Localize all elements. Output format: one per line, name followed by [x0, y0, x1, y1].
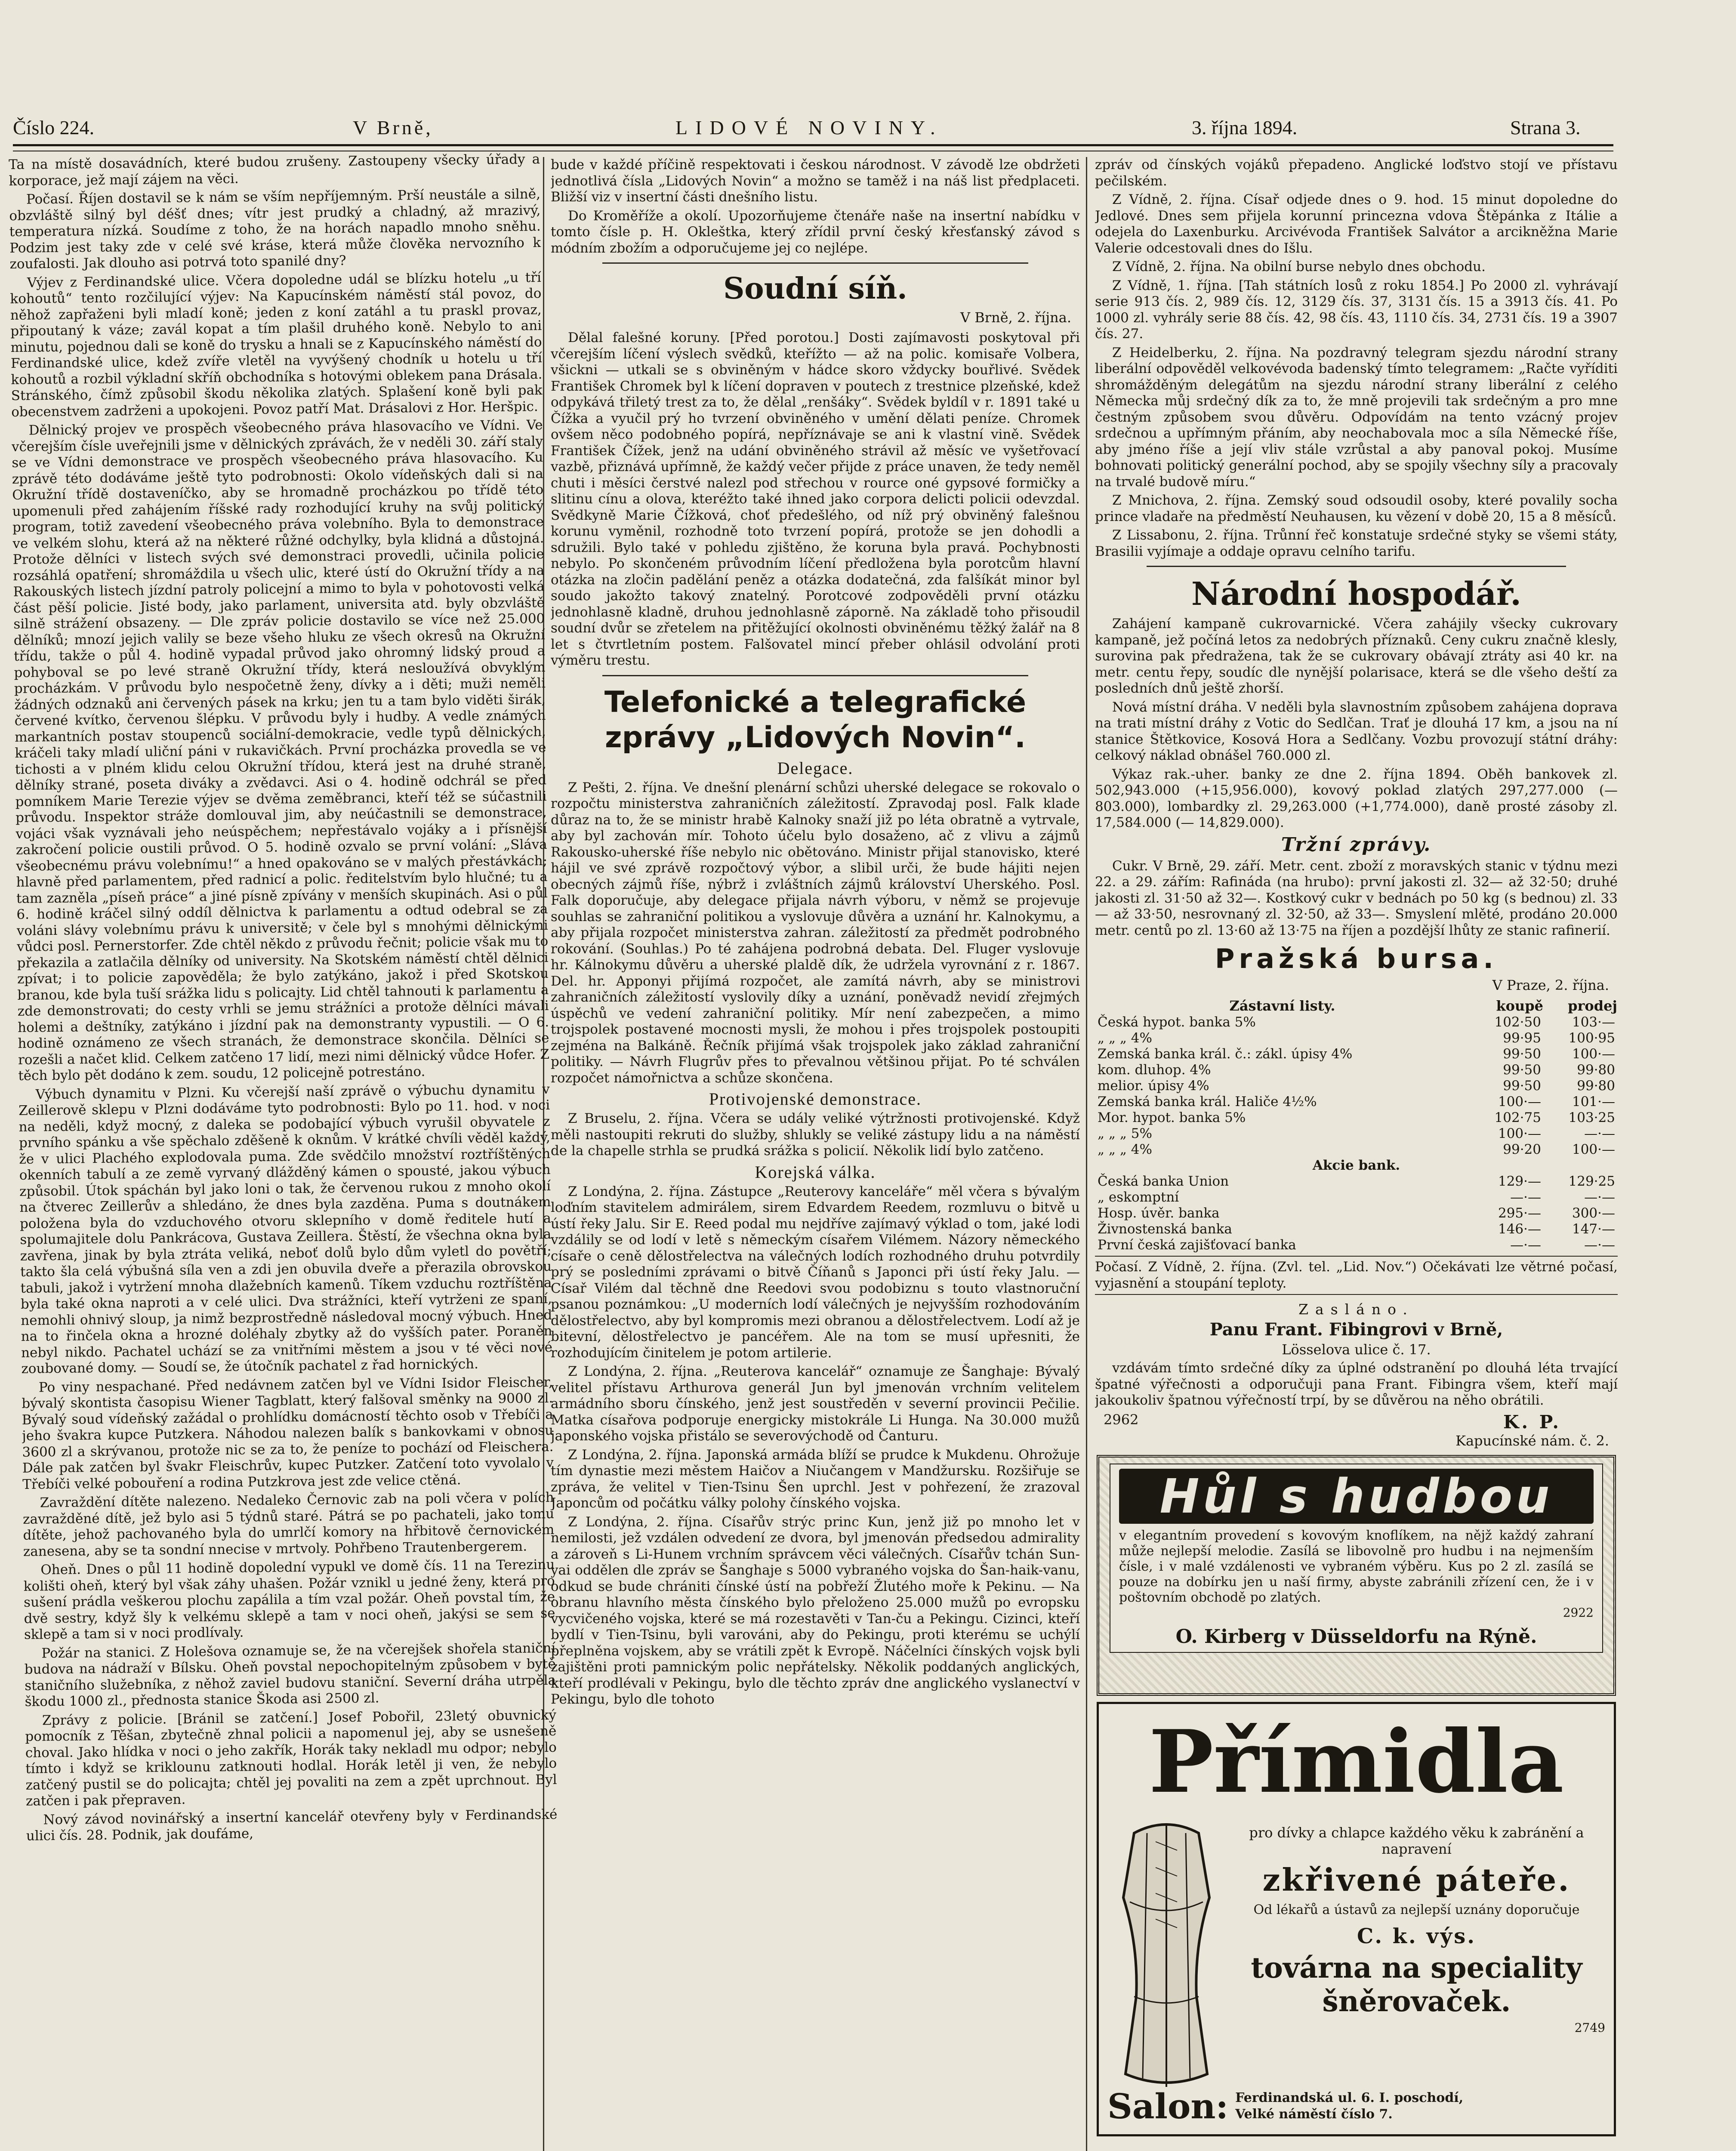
article-paragraph: Z Londýna, 2. října. Zástupce „Reuterovy kanceláře“ měl včera s bývalým loďním stavitelem admirálem, sirem Edvardem Reedem, rozmluvu o bitvě u ústí řeky Jalu. Sir E. Reed podal mu nejdříve zajímavý výklad o tom, jaké lodi vzdálily se od lodí v letě s německým císařem Vilémem. Názory německého císaře o ceně dělostřelectva na válečných lodích rozhodného druhu potvrdily prý se posledními zprávami o bitvě Číňanů s Japonci při ústí řeky Jalu. — Císař Vilém dal těchně dne Reedovi svou podobiznu s touto vlastnoruční psanou poznámkou: „U moderních lodí válečných je nejvyšším rozhodováním dělostřelectvo, aby byl kompromis mezi obranou a dělostřelectvem. Lodí až je bitevní, dělostřelectvo je pancéřem. Ale na tom se musí upřesniti, že rozhodujícím činitelem je potom artilerie. — [551, 1183, 1080, 1361]
table-row — [1095, 1030, 1618, 1046]
section-rule — [1095, 1294, 1618, 1295]
ad-line: zkřivené páteře. — [1262, 1861, 1571, 1898]
buy-price: 129·— — [1498, 1174, 1541, 1189]
ad-firm: O. Kirberg v Düsseldorfu na Rýně. — [1175, 1625, 1537, 1648]
sell-price: 101·— — [1572, 1094, 1615, 1109]
advertisement-corsets — [1097, 1702, 1616, 2136]
column-court-and-telegraph — [551, 157, 1080, 2151]
ad-logo: Hůl s hudbou — [1119, 1469, 1594, 1524]
article-paragraph: Cukr. V Brně, 29. září. Metr. cent. zboží z moravských stanic v týdnu mezi 22. a 29. zářím: Rafináda (na hrubo): první jakosti zl. 32— až 32·50; druhé jakosti zl. 31·50 až 32—. Kostkový cukr v bednách po 50 kg (s bednou) zl. 33— až 33·50, nesrovnaný zl. 32·50, až 33—. Smyslení mlěté, prodáno 20.000 metr. centů po zl. 13·60 až 13·75 na říjen a pozdější lhůty ze stanic rafinerií. — [1095, 858, 1618, 938]
article-paragraph: Z Heidelberku, 2. října. Na pozdravný telegram sjezdu národní strany liberální odpověděl velkovévoda badenský tímto telegramem: „Račte vyříditi shromážděným delegátům na sjezdu národní strany liberální z celého Německa můj srdečný dík za to, že mně projevili tak srdečným a pro mne čestným způsobem svou důvěru. Odpovídám na tento vzácný projev srdečnou a upřímným přáním, aby neochabovala moc a síla Německé říše, aby jméno říše a její vliv stále vzrůstal a aby panoval pokoj. Musíme bohnovati politický generální pochod, aby se spojily všechny síly a pracovaly na trvalé budově míru.“ — [1095, 345, 1618, 490]
court-dateline: V Brně, 2. října. — [960, 309, 1071, 326]
security-name: kom. dluhop. 4% — [1098, 1062, 1211, 1078]
article-paragraph: Z Vídně, 2. října. Císař odjede dnes o 9. hod. 15 minut dopoledne do Jedlové. Dnes sem přijela korunní princezna vdova Štěpánka z Itálie a odejela do Laxenburku. Arcivévoda František Salvátor a arcikněžna Marie Valerie odcestovali dnes do Išlu. — [1095, 192, 1618, 256]
security-name: Česká hypot. banka 5% — [1098, 1014, 1256, 1030]
security-name: Česká banka Union — [1098, 1174, 1229, 1189]
table-row — [1095, 1014, 1618, 1030]
section-separator — [1147, 566, 1566, 567]
buy-price: 102·75 — [1494, 1110, 1541, 1125]
sell-price: 100·— — [1572, 1142, 1615, 1157]
buy-price: —·— — [1510, 1190, 1541, 1205]
corset-illustration-icon — [1108, 1816, 1224, 2091]
buy-price: 102·50 — [1494, 1014, 1541, 1030]
security-name: Zemská banka král. Haliče 4½% — [1098, 1094, 1317, 1109]
table-row — [1095, 1237, 1618, 1253]
table-row — [1095, 1221, 1618, 1237]
table-row — [1095, 1110, 1618, 1126]
bourse-dateline: V Praze, 2. října. — [1492, 977, 1609, 993]
ad-headline: Přímidla — [1149, 1711, 1564, 1812]
table-rule — [1095, 1256, 1618, 1257]
market-reports-title: Tržní zprávy. — [1281, 833, 1432, 856]
zaslano-body: vzdávám tímto srdečné díky za úplné odstranění po dlouhá léta trvající špatné výřečnosti a odporučuji pana Frant. Fibingra všem, kteří mají jakoukoliv špatnou výřečností trpí, by se důvěrou na něho obrátili. — [1095, 1360, 1618, 1408]
sell-price: 147·— — [1572, 1221, 1615, 1237]
sell-price: —·— — [1584, 1237, 1615, 1253]
buy-price: 99·20 — [1503, 1142, 1541, 1157]
zaslano-signature: K. P. — [1503, 1411, 1562, 1433]
security-name: „ „ „ 4% — [1098, 1142, 1152, 1157]
article-paragraph: Z Mnichova, 2. října. Zemský soud odsoudil osoby, které povalily socha prince vladaře na předměstí Neuhausen, ku vězení v době 20, 15 a 8 měsíců. — [1095, 493, 1618, 524]
column-local-news — [9, 151, 564, 2151]
article-paragraph: bude v každé příčině respektovati i českou národnost. V závodě lze obdržeti jednotlivá čísla „Lidových Novin“ a možno se taměž i na náš list předplaceti. Bližší viz v insertní části dnešního listu. — [551, 157, 1080, 205]
bourse-header-buy: koupě — [1496, 998, 1543, 1014]
article-paragraph: Nový závod novinářský a insertní kancelář otevřeny byly v Ferdinandské ulici čís. 28. Podnik, jak doufáme, — [26, 1806, 558, 1844]
table-row — [1095, 1078, 1618, 1094]
salon-label: Salon: — [1107, 2086, 1229, 2126]
zaslano-street: Lösselova ulice č. 17. — [1282, 1341, 1431, 1358]
article-paragraph: Do Kroměříže a okolí. Upozorňujeme čtenáře naše na insertní nabídku v tomto čísle p. H. Okleštka, který zřídil první český křesťanský závod s módním zbožím a odporučujeme jej co nejlépe. — [551, 208, 1080, 256]
ad-line: Od lékařů a ústavů za nejlepší uznány doporučuje — [1253, 1902, 1580, 1917]
zaslano-number: 2962 — [1104, 1411, 1139, 1428]
table-row — [1095, 1205, 1618, 1221]
issue-number: Číslo 224. — [13, 117, 95, 139]
buy-price: 99·50 — [1503, 1046, 1541, 1062]
ad-line: C. k. výs. — [1357, 1924, 1476, 1948]
article-paragraph: Výkaz rak.-uher. banky ze dne 2. října 1894. Oběh bankovek zl. 502,943.000 (+15,956.000), kovový poklad zlatých 297,277.000 (— 803.000), lombardky zl. 29,263.000 (+1,774.000), daně prosté zásoby zl. 17,584.000 (— 14,829.000). — [1095, 766, 1618, 830]
buy-price: —·— — [1510, 1237, 1541, 1253]
running-head — [13, 108, 1613, 155]
article-paragraph: Dělnický projev ve prospěch všeobecného práva hlasovacího ve Vídni. Ve včerejším čísle uveřejnili jsme v dělnických zprávách, že v neděli 30. září staly se ve Vídni demonstrace ve prospěch všeobecného práva hlasovacího. Ku zprávě této dodáváme ještě tyto podrobnosti: Okolo vídeňských dali si na Okružní třídě dostaveníčko, aby se hromadně procházkou po třídě této upomenuli před zahájením říšské rady rozhodující kruhy na svůj politický program, totiž zavedení všeobecného práva volebního. Byla to demonstrace ve velkém slohu, která až na některé růžné odchylky, byla klidná a důstojná. Protože dělníci v listech svých své demonstraci provedli, učinila policie rozsáhlá opatření; shromáždila u všech ulic, které ústí do Okružní třídy a na Rakouských listech jízdní patroly policejní a mimo to byla v pohotovosti velká část pěší policie. Jisté body, jako parlament, universita atd. byly obzvláště silně strážení obsazeny. — Dle zpráv policie dostavilo se více než 25.000 dělníků; mnozí jejich valily se beze všeho hluku ze všech okresů na Okružní třídu, takže o půl 4. hodině vypadal průvod jako ohromný lidský proud a pohyboval se po levé straně Okružní třídy, která nesloužívá obvyklým procházkám. V průvodu bylo nespočetně ženy, dívky a i děti; muži neměli žádných odznaků ani červených pásek na krku; jen tu a tam bylo viděti širák, červené kvítko, červenou šlépku. V průvodu byly i hudby. A vedle známých markantních postav stoupenců sociální-demokracie, vedle typů dělnických, kráčeli taky mladí uliční páni v rukavičkách. První procházka provedla se ve tichosti a v plném klidu celou Okružní třídou, která jest na druhé straně, dělníky strané, poseta diváky a zvědavci. Asi o 4. hodině odchrál se před pomníkem Marie Terezie výjev se dvěma zeměbranci, kteří též se súčastnili průvodu. Inspektor stráže domlouval jim, aby neúčastnili se demonstrace, vojáci však vyznávali jeho neúspěchem; nepřestávalo vojáky a i přísnější zakročení policie oustili průvod. O 5. hodině ozvalo se první volání: „Sláva všeobecnému právu volebnímu!“ a hned opakováno se v malých přestávkách; hlavně před parlamentem, před radnicí a polic. ředitelstvím bylo hlučné; tu a tam zazněla „píseň práce“ a jiné písně zpívány v menších skupinách. Asi o půl 6. hodině kráčel silný oddíl dělnictva k parlamentu a odtud odebral se za voláni slávy volebnímu právu k universitě; v čele byl s mnohými dělnickými vůdci posl. Pernerstorfer. Zde chtěl někdo z průvodu řečnit; policie však mu to překazila a zatlačila dělníky od university. Na Skotském náměstí chtěl dělnici zpívat; i to policie zapověděla; že bylo zatýkáno, jakož i před Skotskou branou, kde byla tuší srážka lidu s policajty. Lid chtěl tahnouti k parlamentu a zde demonstrovati; do cesty vrhli se jemu strážníci a protože dělníci mávali holemi a deštníky, zatýkáno i jízdní pak na demonstranty vypustili. — O 6. hodině oznámeno ze všech stranách, že demonstrace skončila. Dělníci se rozešli a načet klid. Celkem zatčeno 17 lidí, mezi nimi dělnický vůdce Hofer. Z těch bylo pět dodáno k zem. soudu, 12 policejně potrestáno. — [11, 417, 550, 1084]
security-name: „ „ „ 5% — [1098, 1126, 1152, 1141]
security-name: „ „ „ 4% — [1098, 1030, 1152, 1046]
article-paragraph: Z Vídně, 2. října. Na obilní burse nebylo dnes obchodu. — [1112, 259, 1486, 274]
bourse-title: Pražská bursa. — [1215, 943, 1498, 974]
masthead-title: LIDOVÉ NOVINY. — [675, 117, 943, 139]
article-paragraph: Z Londýna, 2. října. Císařův strýc princ Kun, jenž již po mnoho let v nemilosti, jež vzdálen odvedení ze dvora, byl jmenován předsedou admirality a zároveň s Li-Hunem vrchním správcem věci válečných. Císařův tchán Sun-yai oddělen dle zpráv se Šanghaje s 5000 vybraného vojska do Šan-haik-vanu, odkud se bude chrániti čínské ústí na pobřeží Žlutého moře k Pekinu. — Na obranu hlavního města čínského bylo přeloženo 25.000 mužů po evropsku vycvičeného vojska, které se má rozestavěti v Tan-ču a Pekingu. Cizinci, kteří bydlí v Tien-Tsinu, byli varováni, aby do Pekingu, proti kterému se uchýlí přeplněna vojskem, aby se vrátili zpět k Evropě. Náčelníci čínských vojsk byli zajištěni proti pamnickým polic nepřátelsky. Několik poddaných anglických, kteří prodlévali v Pekingu, bylo dle těchto zpráv dne anglického vyslanectví v Pekingu, bylo dle tohoto — [551, 1514, 1080, 1707]
security-name: Zemská banka král. č.: zákl. úpisy 4% — [1098, 1046, 1353, 1062]
security-name: melior. úpisy 4% — [1098, 1078, 1209, 1094]
sell-price: 129·25 — [1568, 1174, 1615, 1189]
article-paragraph: Dělal falešné koruny. [Před porotou.] Dosti zajímavosti poskytoval při včerejším líčení výslech svědků, kteřížto — až na polic. komisaře Volbera, všickni — utkali se s obviněným v hádce skoro vždycky bouřlivé. Svědek František Chromek byl k líčení dopraven v poutech z trestnice plzeňské, kdež odpykává třiletý trest za to, že dělal „renšáky“. Svědek byldíl v r. 1891 také u Čížka a vyučil prý ho tvrzení obviněného v umění dělati peníze. Chromek ovšem něco podobného popírá, nepříznávaje se ani k vlastní vině. Svědek František Čížek, jenž na udání obviněného strávil až měsíc ve vyšetřovací vazbě, přiznává upřímně, že každý večer přijde z práce unaven, že tedy neměl chuti i měsíci čerstvé nalezl pod střechou v rource oné gypsové formičky a slitinu cínu a olova, kteréžto také ihned jako corpora delicti policii odevzdal. Svědkyně Marie Čížková, choť předešlého, od níž prý obviněný falešnou korunu vyměnil, rozhodně toto tvrzení popírá, protože se jen dohodli a sdružili. Bylo také v pohledu zjištěno, že koruna byla pravá. Pochybnosti nebylo. Po skončeném průvodním líčení předložena byla porotcům hlavní otázka na zločin padělání peněz a otázka dodatečná, zda falšíkát minor byl soudo jakožto takový znatelný. Porotcové zodpověděli první otázku jednohlasně kladně, druhou jednohlasně záporně. Na základě toho přisoudil soudní dvůr se zřetelem na přitěžující okolnosti obviněnému těžký žalář na 8 let s čtvrtletním postem. Falšovatel mincí přeber ohlásil odvolání proti výměru trestu. — [551, 330, 1080, 668]
section-separator — [602, 262, 1028, 264]
security-name: První česká zajišťovací banka — [1098, 1237, 1296, 1253]
column-divider — [1086, 157, 1087, 2151]
section-separator — [602, 675, 1028, 676]
zaslano-signature-address: Kapucínské nám. č. 2. — [1455, 1432, 1609, 1449]
economy-section-title: Národní hospodář. — [1191, 576, 1521, 613]
table-row — [1095, 1046, 1618, 1062]
article-paragraph: Nová místní dráha. V neděli byla slavnostním způsobem zahájena doprava na trati místní dráhy z Votic do Sedlčan. Trať je dlouhá 17 km, a jsou na ní stanice Štětkovice, Kosová Hora a Sedlčany. Vozbu provozují státní dráhy: celkový náklad obnášel 760.000 zl. — [1095, 699, 1618, 763]
bourse-header-paper: Zástavní listy. — [1229, 998, 1335, 1014]
table-row — [1095, 1062, 1618, 1078]
article-paragraph: Požár na stanici. Z Holešova oznamuje se, že na včerejšek shořela staniční budova na nádraží v Bílsku. Oheň povstal nepochopitelným způsobem v bytě staničního služebníka, z něhož zaviel budovu staniční. Severní dráha utrpěla škodu 1000 zl., přednosta stanice Škoda asi 2500 zl. — [24, 1640, 556, 1710]
subsection-title: Korejská válka. — [755, 1162, 876, 1182]
sell-price: 300·— — [1572, 1205, 1615, 1221]
table-row — [1095, 1190, 1618, 1205]
article-paragraph: Oheň. Dnes o půl 11 hodině dopolední vypukl ve domě čís. 11 na Terezinu kolišti oheň, který byl však záhy uhašen. Požár vznikl u jedné ženy, která pro sušení prádla veškerou plochu zapálila a tím vzal požár. Oheň povstal tím, že dvě sestry, když šly k velkému sklepě a tam v noci oheň, jakýsi se sem se sklepě a tam si v noci prodlívaly. — [23, 1556, 555, 1643]
article-paragraph: Po viny nespachané. Před nedávnem zatčen byl ve Vídni Isidor Fleischer, bývalý skontista časopisu Wiener Tagblatt, který falšoval směnky na 9000 zl. Bývalý soud vídeňský zažádal o prohlídku domácností těchto osob v Třebíči a jeho švakra kupce Putzkera. Náhodou nalezen balík s bankovkami v obnosu 3600 zl a skrývanou, protože nic se za to, že peníze to pochází od Fleischera. Dále pak zatčen byl švakr Fleischrův, kupec Putzker. Zatčení toto vyvolalo v Třebíči velké pobouření a rodina Putzkrova jest zde velice ctěná. — [22, 1374, 554, 1492]
ad-number: 2922 — [1563, 1605, 1594, 1620]
telegraph-section-title: Telefonické a telegrafické zprávy „Lidových Novin“. — [604, 685, 1027, 755]
table-row — [1095, 1094, 1618, 1110]
buy-price: 99·50 — [1503, 1062, 1541, 1078]
security-name: Živnostenská banka — [1098, 1221, 1232, 1237]
ad-line: továrna na speciality šněrovaček. — [1251, 1951, 1582, 2018]
advertisement-musical-cane — [1097, 1455, 1616, 1696]
security-name: Mor. hypot. banka 5% — [1098, 1110, 1246, 1125]
salon-address: Ferdinandská ul. 6. I. poschodí, — [1235, 2090, 1464, 2105]
sell-price: 103·25 — [1568, 1110, 1615, 1125]
article-paragraph: Zahájení kampaně cukrovarnické. Včera zahájily všecky cukrovary kampaně, jež počíná letos za nedobrých příznaků. Ceny cukru značně klesly, surovina pak předražena, tak že se cukrovary obávají ztráty asi 40 kr. na metr. centu řepy, soudíc dle nynější polarisace, která se dle všeho deští za posledních dnů ještě zhorší. — [1095, 616, 1618, 696]
sell-price: 100·— — [1572, 1046, 1615, 1062]
sell-price: —·— — [1584, 1190, 1615, 1205]
article-paragraph: Výjev z Ferdinandské ulice. Včera dopoledne udál se blízku hotelu „u tří kohoutů“ tento rozčilující výjev: Na Kapucínském náměstí stál povoz, do něhož zapřaženi byli mladí koně; jeden z koní zatáhl a tu praskl provaz, připoutaný k váze; zavál kopat a tím plašil druhého koně. Nebylo to ani minutu, pojednou dali se koně do trysku a hnali se z Kapucínského náměstí do Ferdinandské ulice, kdež zvíře vletěl na vyvýšený chodník u hotelu u tří kohoutů a rozbil výkladní skříň obchodníka s hotovými oblekem pana Drásala. Stránského, čímž způsobil škodu několika zlatých. Splašení koně byli pak obecenstvem zadrženi a upokojeni. Povoz patří Mat. Drásalovi z Hor. Heršpic. — [10, 269, 543, 420]
ad-number: 2749 — [1574, 2020, 1605, 2035]
sell-price: 99·80 — [1577, 1062, 1615, 1078]
sell-price: —·— — [1584, 1126, 1615, 1141]
weather-note: Počasí. Z Vídně, 2. října. (Zvl. tel. „Lid. Nov.“) Očekávati lze větrné počasí, vyjasnění a stoupání teploty. — [1095, 1259, 1618, 1291]
article-paragraph: Počasí. Říjen dostavil se k nám se vším nepříjemným. Prší neustále a silně, obzvláště silný byl déšť dnes; vítr jest prudký a chladný, až mrazivý, temperatura nízká. Soudíme z toho, že na horách napadlo mnoho sněhu. Podzim jest taky zde v celé své kráse, která může člověka nervozního k zoufalosti. Jak dlouho asi potrvá toto spanilé dny? — [9, 186, 541, 272]
article-paragraph: Z Londýna, 2. října. Japonská armáda blíží se prudce k Mukdenu. Ohrožuje tím dynastie mezi městem Haičov a Niučangem v Mandžursku. Rozšiřuje se zpráva, že velitel v Tien-Tsinu Šen uprchl. Jest v pohřezení, že zrazoval Japoncům od počátku války polohy čínského vojska. — [551, 1447, 1080, 1511]
buy-price: 100·— — [1498, 1126, 1541, 1141]
zaslano-addressee: Panu Frant. Fibingrovi v Brně, — [1209, 1319, 1503, 1340]
issue-date: 3. října 1894. — [1192, 117, 1298, 139]
ad-body — [1228, 1824, 1605, 2035]
article-paragraph: zpráv od čínských vojáků přepadeno. Anglické loďstvo stojí ve přístavu pečilském. — [1095, 157, 1618, 189]
article-paragraph: Z Bruselu, 2. října. Včera se udály veliké výtržnosti protivojenské. Když měli nastoupiti rekruti do služby, shlukly se veliké zástupy lidu a na náměstí de la chapelle strhla se prudká srážka s policií. Několik lidí bylo zatčeno. — [551, 1111, 1080, 1159]
bourse-table — [1095, 998, 1618, 1253]
article-paragraph: Z Pešti, 2. října. Ve dnešní plenární schůzi uherské delegace se rokovalo o rozpočtu ministerstva zahraničních záležitostí. Zpravodaj posl. Falk klade důraz na to, že se ministr hrabě Kalnoky snaží již po léta obratně a vytrvale, aby byl zachován mír. Tohoto účelu bylo dosaženo, ač z vlivu a zájmů Rakousko-uherské říše nebylo nic obětováno. Ministr přijal stanovisko, které hájil ve své zprávě rozpočtový výbor, a slibil urči, že bude hájiti nejen obecných zájmů říše, nýbrž i zvláštních zájmů království Uherského. Posl. Falk doporučuje, aby delegace přijala návrh výboru, v němž se projevuje souhlas se zahraniční politikou a vyslovuje důvěra a uznání hr. Kalnokymu, a aby přijala rozpočet ministerstva zahran. záležitostí za předmět podrobného rokování. (Souhlas.) Po té zahájena podrobná debata. Del. Fluger vyslovuje hr. Kálnokymu důvěru a uherské plaldě dík, že udržela vyrovnání z r. 1867. Del. hr. Apponyi přijímá rozpočet, ale zamítá návrh, aby se ministrovi zahraničních záležitostí vyslovily díky a uznání, poněvadž nevidí zřejmých úspěchů ve vedení zahraniční politiky. Mír není zabezpečen, a mimo trojspolek postavené mocnosti mysli, že mohou i přes trojspolek postoupiti zejména na Balkáně. Řečník přijímá však trojspolek jako základ zahraniční politiky. — Návrh Flugrův přes to převalnou většinou přijat. Po té schválen rozpočet námořnictva a schůze skončena. — [551, 780, 1080, 1086]
security-name: „ eskomptní — [1098, 1190, 1179, 1205]
buy-price: 146·— — [1498, 1221, 1541, 1237]
sell-price: 99·80 — [1577, 1078, 1615, 1094]
article-paragraph: Z Lissabonu, 2. října. Trůnní řeč konstatuje srdečné styky se všemi státy, Brasilii vyjímaje a oddaje opravu celního tarifu. — [1095, 527, 1618, 559]
buy-price: 99·50 — [1503, 1078, 1541, 1094]
ad-salon — [1107, 2086, 1605, 2126]
column-economy-and-ads — [1095, 157, 1618, 2151]
article-paragraph: Ta na místě dosavádních, které budou zrušeny. Zastoupeny všecky úřady a korporace, jež mají zájem na věci. — [9, 151, 540, 189]
court-section-title: Soudní síň. — [723, 271, 907, 306]
article-paragraph: Z Vídně, 1. října. [Tah státních losů z roku 1854.] Po 2000 zl. vyhrávají serie 913 čís. 2, 989 čís. 12, 3129 čís. 37, 3131 čís. 15 a 3913 čís. 41. Po 1000 zl. vyhrály serie 88 čís. 42, 98 čís. 43, 1110 čís. 34, 2731 čís. 19 a 3907 čís. 27. — [1095, 277, 1618, 342]
table-row — [1095, 1142, 1618, 1158]
subsection-title: Delegace. — [777, 758, 854, 778]
article-paragraph: Z Londýna, 2. října. „Reuterova kancelář“ oznamuje ze Šanghaje: Bývalý velitel přístavu Arthurova generál Jun byl jmenován vrchním velitelem armádního sboru čínského, jenž jest soustředěn v severní provincii Pečilie. Matka císařova podporuje energicky mistokrále Li Hunga. Na 30.000 mužů japonského vojska přistálo se severovýchodě od Čanturu. — [551, 1364, 1080, 1444]
zaslano-signature-row — [1104, 1411, 1609, 1449]
subsection-title: Protivojenské demonstrace. — [709, 1089, 922, 1109]
ad-frame — [1110, 1464, 1603, 1653]
article-paragraph: Zavraždění dítěte nalezeno. Nedaleko Černovic zab na poli včera v polích zavražděné dítě, jež bylo asi 5 týdnů staré. Pátrá se po pachateli, jako tomu dítěte, jehož pachovaného byla do umrlčí komory na hřbitově černovickém zanesena, aby se ta sondní nnecise v mrtvoly. Pohřbeno Trautenbergerem. — [22, 1489, 555, 1559]
article-paragraph: Zprávy z policie. [Bránil se zatčení.] Josef Pobořil, 23letý obuvnický pomocník z Těšan, zbytečně zhnal policii a napomenul jej, aby se usnešeně choval. Jako hlídka v noci o jeho zakřík, Horák taky nekladl mu odpor; nebylo tímto i když se kriklounu zatknouti hodlal. Horák letěl ji ven, že nebylo zatčený pustil se do policajta; chtěl jej povaliti na zem a zpět uprchnout. Byl zatčen i pak přepraven. — [25, 1707, 557, 1809]
issue-city: V Brně, — [353, 117, 433, 139]
page-number: Strana 3. — [1510, 117, 1581, 139]
security-name: Hosp. úvěr. banka — [1098, 1205, 1220, 1221]
zaslano-label: Zasláno. — [1298, 1301, 1414, 1318]
ad-line: pro dívky a chlapce každého věku k zabránění a napravení — [1249, 1824, 1584, 1857]
bourse-subheader-shares: Akcie bank. — [1312, 1158, 1400, 1173]
header-rule — [13, 144, 1613, 146]
buy-price: 100·— — [1498, 1094, 1541, 1109]
buy-price: 99·95 — [1503, 1030, 1541, 1046]
buy-price: 295·— — [1498, 1205, 1541, 1221]
bourse-header-sell: prodej — [1568, 998, 1617, 1014]
salon-address: Velké náměstí číslo 7. — [1235, 2106, 1393, 2122]
article-paragraph: Výbuch dynamitu v Plzni. Ku včerejší naší zprávě o výbuchu dynamitu v Zeillerově sklepu v Plzni dodáváme tyto podrobnosti: Bylo po 11. hod. v noci na neděli, když mocný, z daleka se podobající výbuch vyrušil obyvatele z prvního spánku a vše spěchalo zděšeně k oknům. V krátké chvíli věděl každý, že v ulici Plachého explodovala puma. Zde svědčilo množství roztříštěných okenních tabulí a ze země vyrvaný dlážděný kámen o spousté, jakou výbuch způsobil. Útok spáchán byl jako loni o tak, že červenou rukou z mnoho okolí na čtverec Zeillerův a shledáno, že dnes byla zazděna. Puma s doutnákem položena byla do vzduchového otvoru sklepního v domě ředitele hutí a spolumajitele dolu Pankrácova, Gustava Zeillera. Štěstí, že všechna okna byla zavřena, jinak by byla ztráta veliká, neboť dolů bylo dům vyletl do povětří; takto šla celá výbušná síla ven a zdi jen obuvila dveře a přerazila obrovskou tabuli, jakož i vytržení mnoha dlažebních kamenů. Tíkem vzduchu roztříštěna byla také okna naproti a v celé ulici. Dva strážníci, kteří vytrženi ze spaní, nemohli ohnivý sloup, ja nimž bezprostředně následoval mocný výbuch. Hned na to řinčela okna a hrozné doléhaly zbytky až do vyšších pater. Poraněn nebyl nikdo. Pachatel uchází se za vnitřními městem a jsou v té věci nové zoubované domy. — Soudí se, že útočník pachatel z řad hornických. — [19, 1081, 553, 1377]
table-row — [1095, 1174, 1618, 1190]
table-row — [1095, 1126, 1618, 1142]
sell-price: 103·— — [1572, 1014, 1615, 1030]
sell-price: 100·95 — [1568, 1030, 1615, 1046]
ad-text: v elegantním provedení s kovovým knoflíkem, na nějž každý zahraní může nejlepší melodie. Zasílá se libovolně pro hudbu i na nejmenším čísle, i v malé vzdálenosti ve vybraném výběru. Kus po 2 zl. zasílá se pouze na dobírku jen u naší firmy, abyste zabránili zřízení cen, že i v poštovním obchodě po zlatých. — [1119, 1528, 1594, 1605]
